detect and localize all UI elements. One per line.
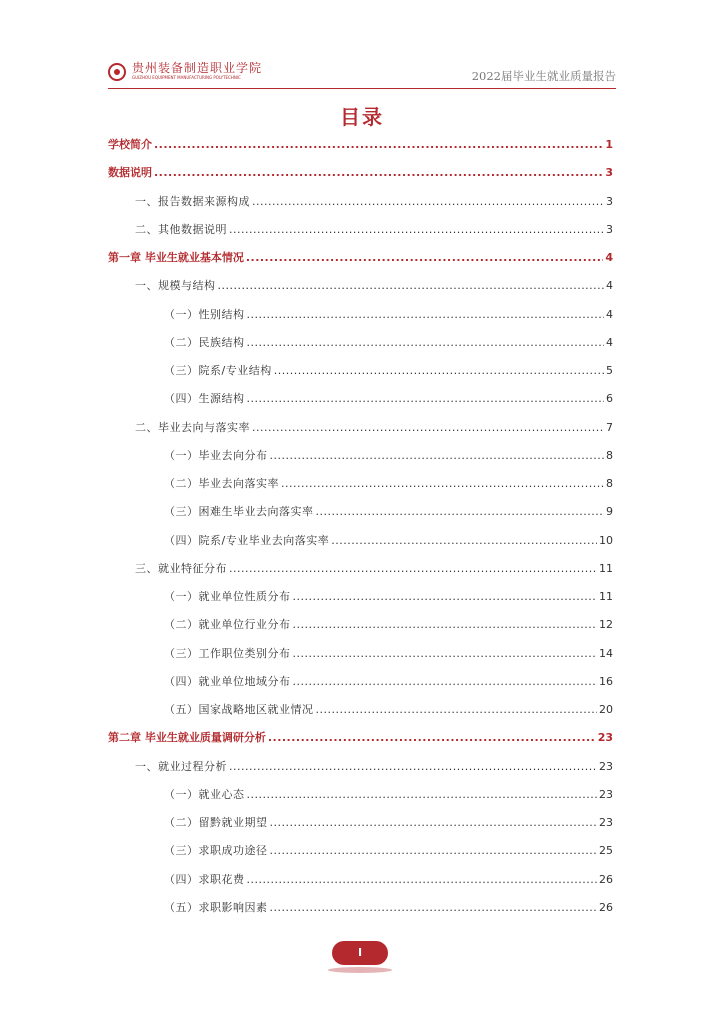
toc-entry[interactable]: （五）求职影响因素 ..... 26 bbox=[108, 894, 613, 922]
toc-entry[interactable]: 一、规模与结构 ..... 4 bbox=[108, 272, 613, 300]
header-divider bbox=[108, 88, 616, 89]
toc-entry[interactable]: 三、就业特征分布 ..... 11 bbox=[108, 555, 613, 583]
toc-entry[interactable]: （五）国家战略地区就业情况 ..... 20 bbox=[108, 696, 613, 724]
toc-entry[interactable]: 学校简介 ..... 1 bbox=[108, 131, 613, 159]
school-seal-icon bbox=[108, 63, 126, 81]
school-name: 贵州装备制造职业学院 bbox=[132, 61, 263, 75]
toc-entry[interactable]: 第二章 毕业生就业质量调研分析 ..... 23 bbox=[108, 724, 613, 752]
toc-entry[interactable]: 一、报告数据来源构成 ..... 3 bbox=[108, 188, 613, 216]
toc-entry[interactable]: （四）生源结构 ..... 6 bbox=[108, 385, 613, 413]
page-number: I bbox=[332, 941, 388, 965]
toc-entry[interactable]: 二、毕业去向与落实率 ..... 7 bbox=[108, 414, 613, 442]
toc-entry[interactable]: 一、就业过程分析 ..... 23 bbox=[108, 753, 613, 781]
page-header bbox=[108, 62, 616, 86]
page-title: 目录 bbox=[340, 105, 384, 129]
toc-entry[interactable]: 数据说明 ..... 3 bbox=[108, 159, 613, 187]
toc-entry[interactable]: （三）求职成功途径 ..... 25 bbox=[108, 837, 613, 865]
toc-entry[interactable]: （三）院系/专业结构 ..... 5 bbox=[108, 357, 613, 385]
toc-entry[interactable]: （三）困难生毕业去向落实率 ..... 9 bbox=[108, 498, 613, 526]
swoosh-decoration bbox=[328, 967, 392, 973]
toc-entry[interactable]: （二）民族结构 ..... 4 bbox=[108, 329, 613, 357]
table-of-contents bbox=[108, 131, 613, 922]
toc-entry[interactable]: （一）性别结构 ..... 4 bbox=[108, 301, 613, 329]
toc-entry[interactable]: 第一章 毕业生就业基本情况 ..... 4 bbox=[108, 244, 613, 272]
school-name-en: GUIZHOU EQUIPMENT MANUFACTURING POLYTECHNIC bbox=[132, 75, 241, 80]
page-footer bbox=[328, 941, 392, 975]
toc-entry[interactable]: （一）毕业去向分布 ..... 8 bbox=[108, 442, 613, 470]
toc-entry[interactable]: （二）毕业去向落实率 ..... 8 bbox=[108, 470, 613, 498]
school-logo bbox=[108, 62, 262, 81]
toc-entry[interactable]: （一）就业心态 ..... 23 bbox=[108, 781, 613, 809]
toc-entry[interactable]: （二）留黔就业期望 ..... 23 bbox=[108, 809, 613, 837]
toc-entry[interactable]: （四）求职花费 ..... 26 bbox=[108, 866, 613, 894]
toc-entry[interactable]: （四）院系/专业毕业去向落实率 ..... 10 bbox=[108, 527, 613, 555]
toc-entry[interactable]: 二、其他数据说明 ..... 3 bbox=[108, 216, 613, 244]
toc-entry[interactable]: （一）就业单位性质分布 ..... 11 bbox=[108, 583, 613, 611]
toc-entry[interactable]: （四）就业单位地域分布 ..... 16 bbox=[108, 668, 613, 696]
toc-entry[interactable]: （三）工作职位类别分布 ..... 14 bbox=[108, 640, 613, 668]
report-title: 2022届毕业生就业质量报告 bbox=[471, 69, 616, 83]
toc-entry[interactable]: （二）就业单位行业分布 ..... 12 bbox=[108, 611, 613, 639]
